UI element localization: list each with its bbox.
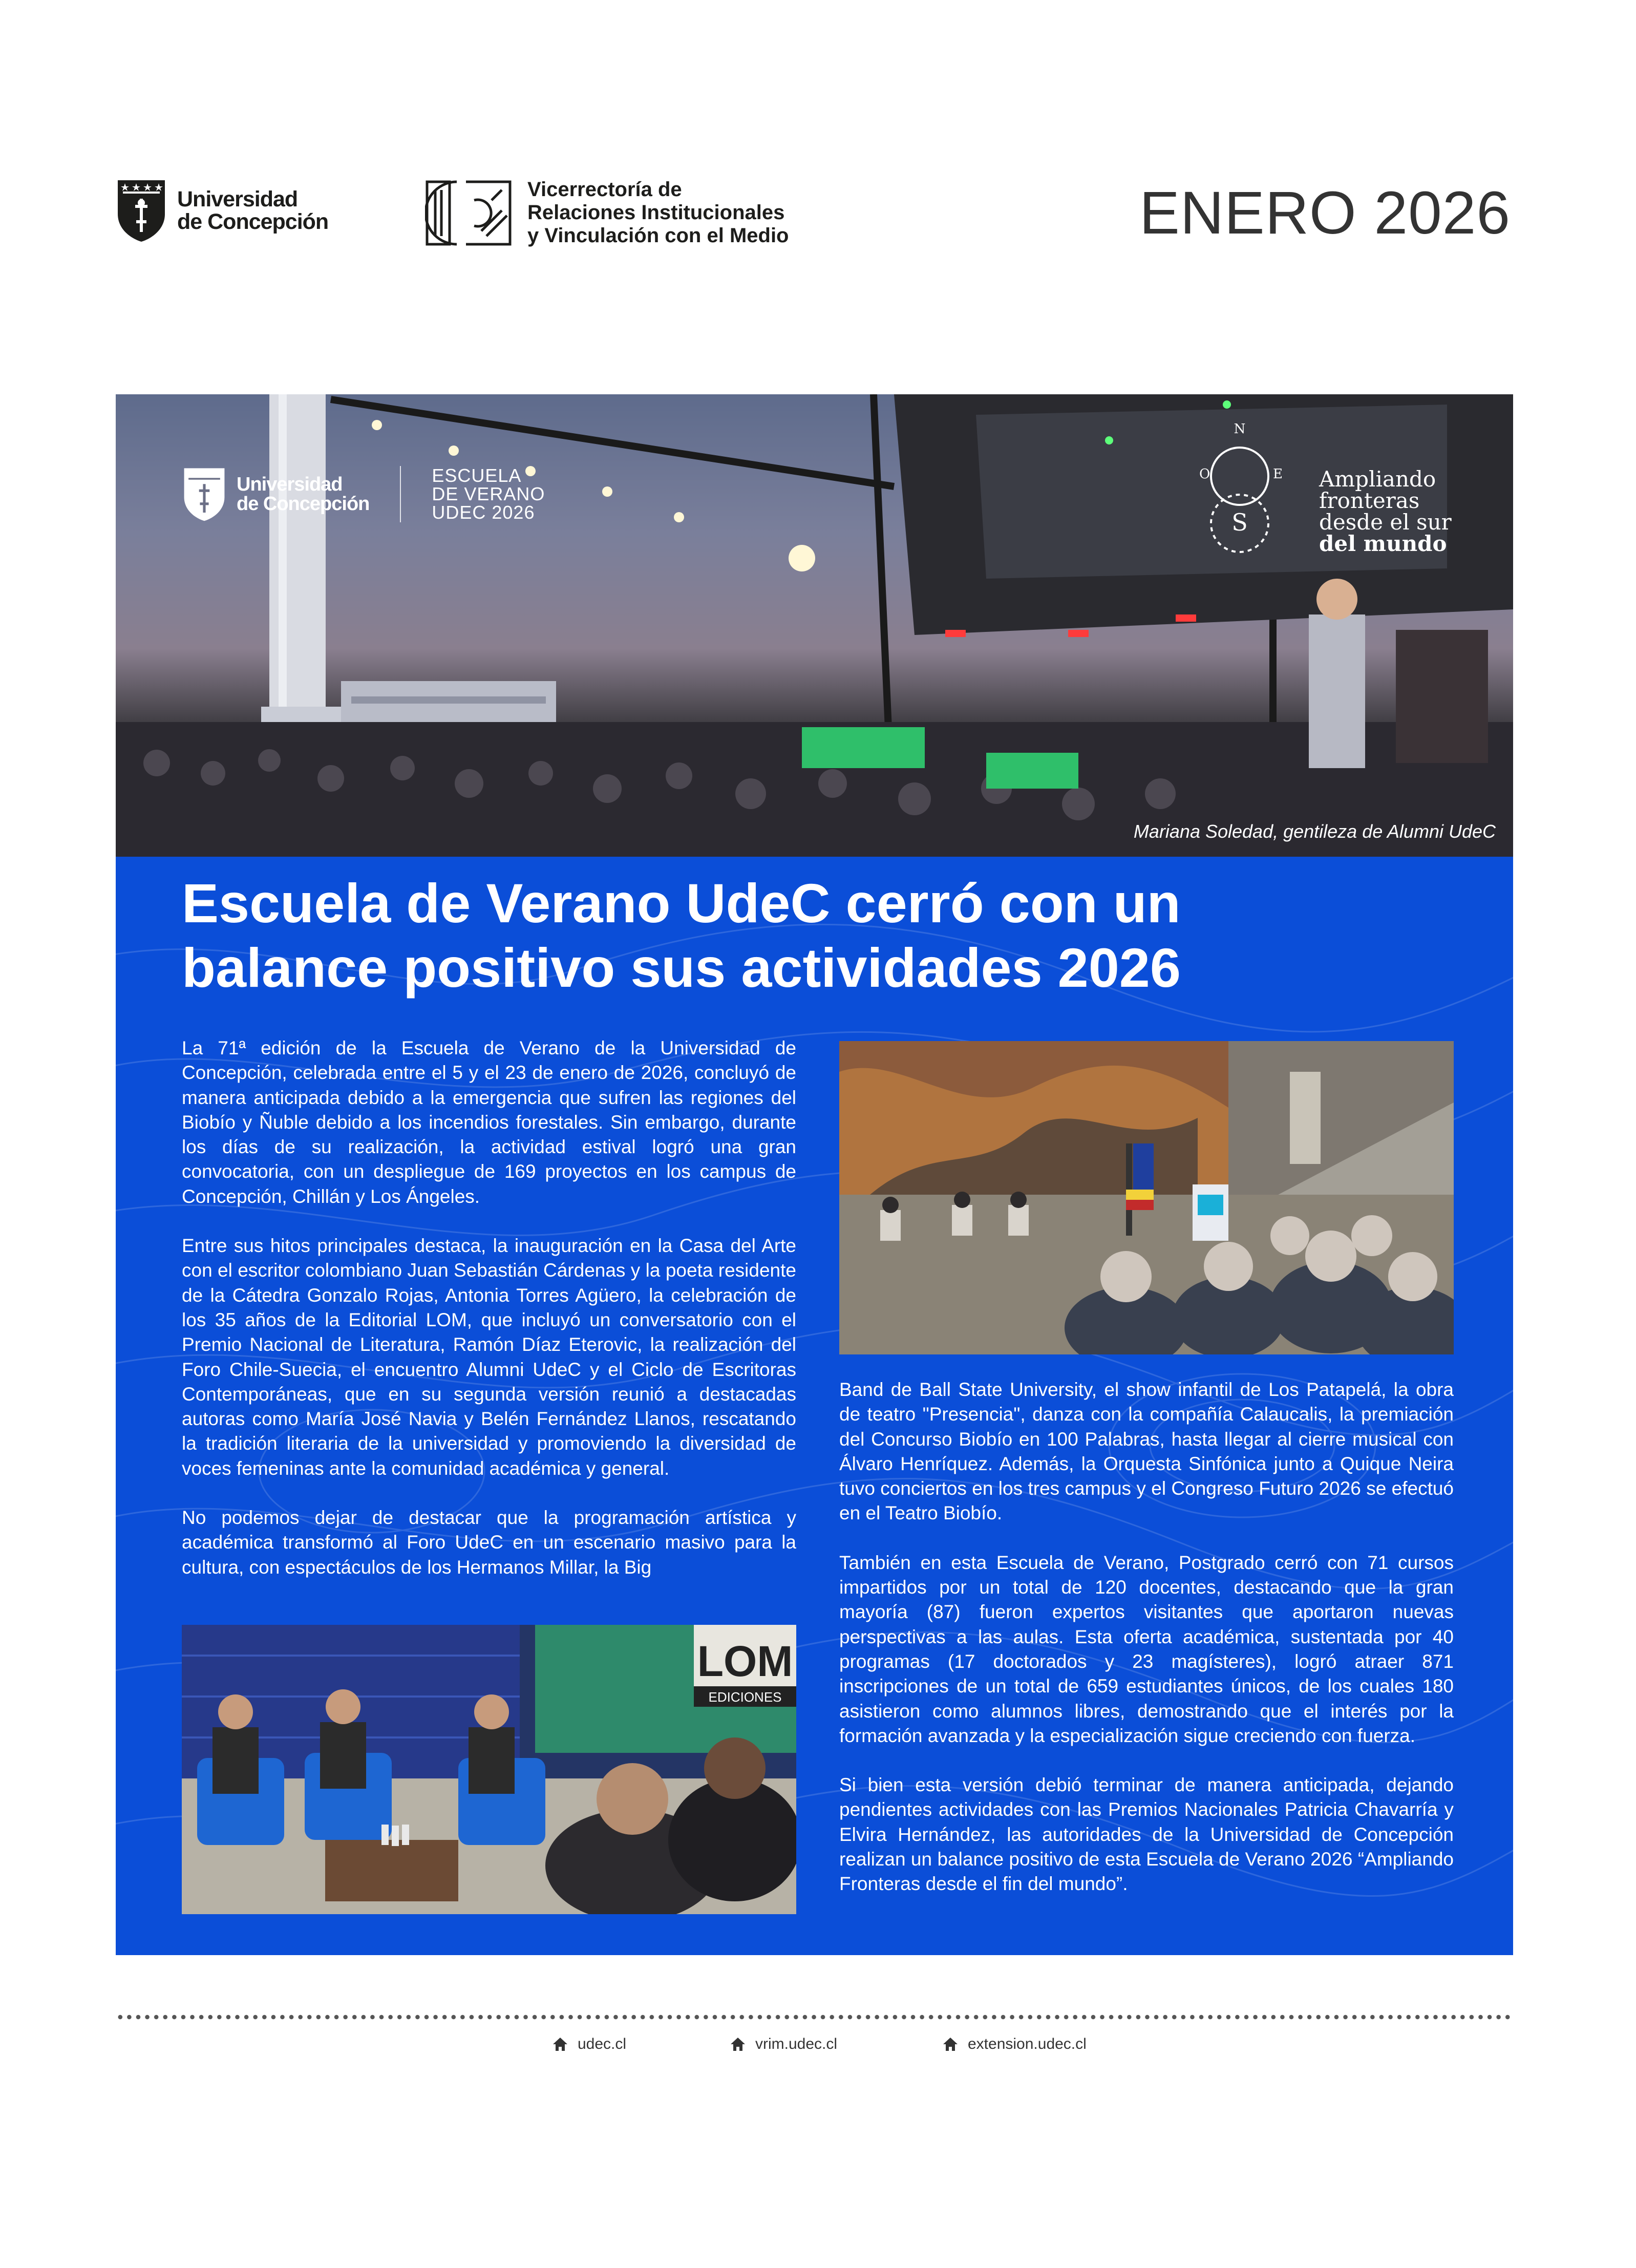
headline-line2: balance positivo sus actividades 2026 [182, 937, 1181, 999]
photo-lom-conversatorio [182, 1625, 796, 1914]
article-headline [182, 871, 1462, 1000]
header-udec-logo [116, 178, 328, 243]
header-vrim-line1: Vicerrectoría de [527, 178, 682, 201]
paragraph-2: Entre sus hitos principales destaca, la inauguración en la Casa del Arte con el escritor colombiano Juan Sebastián Cárdenas y la poeta residente de la Cátedra Gonzalo Rojas, Antonia Torres Agüero, la celebración de los 35 años de la Editorial LOM, que incluyó un conversatorio con el Premio Nacional de Literatura, Ramón Díaz Eterovic, la realización del Foro Chile-Suecia, el encuentro Alumni UdeC y el Ciclo de Escritoras Contemporáneas, que en su segunda versión reunió a destacadas autoras como María José Navia y Belén Fernández Llanos, rescatando la tradición literaria de la universidad y promoviendo la diversidad de voces femeninas ante la comunidad académica y general. [182, 1235, 796, 1479]
header-vrim-line3: y Vinculación con el Medio [527, 224, 789, 247]
lom-conversatorio-image [182, 1625, 796, 1914]
article-column-right [839, 1377, 1454, 1921]
home-icon [942, 2037, 959, 2052]
photo-credit: Mariana Soledad, gentileza de Alumni UdeC [1133, 821, 1496, 842]
issue-date: ENERO 2026 [1139, 179, 1511, 247]
hero-divider [400, 466, 401, 522]
hero-udec-line1: Universidad [237, 474, 343, 495]
footer-link-udec-label: udec.cl [578, 2036, 627, 2052]
compass-south: S [1231, 508, 1248, 536]
footer-link-extension-label: extension.udec.cl [968, 2036, 1087, 2052]
hero-udec-logo [182, 466, 545, 522]
hero-escuela-line2: DE VERANO [432, 483, 545, 504]
hero-photo [116, 394, 1513, 857]
header-vrim-logo [425, 178, 789, 247]
lom-sign-subtext: EDICIONES [708, 1689, 782, 1705]
compass-north: N [1234, 421, 1246, 437]
udec-shield-icon [116, 178, 167, 243]
hero-escuela-line3: UDEC 2026 [432, 502, 535, 523]
photo-mural-hall [839, 1041, 1454, 1354]
hero-escuela-line1: ESCUELA [432, 465, 522, 486]
paragraph-1: La 71ª edición de la Escuela de Verano de la Universidad de Concepción, celebrada entre el 5 y el 23 de enero de 2026, concluyó de manera anticipada debido a la emergencia que sufren las regiones del Biobío y Ñuble debido a los incendios forestales. Sin embargo, durante los días de su realización, la actividad estival logró una gran convocatoria, con un despliegue de 169 proyectos en los campus de Concepción, Chillán y Los Ángeles. [182, 1037, 796, 1207]
hero-udec-line2: de Concepción [237, 493, 370, 515]
vrim-monogram-icon [425, 180, 512, 246]
mural-hall-image [839, 1041, 1454, 1354]
footer-link-vrim[interactable] [730, 2036, 837, 2053]
hero-tagline-line3: desde el sur [1319, 510, 1452, 535]
compass-icon [1196, 421, 1283, 554]
compass-west: O [1199, 467, 1210, 482]
hero-tagline [1319, 469, 1452, 555]
footer-link-extension[interactable] [942, 2036, 1087, 2053]
udec-shield-icon [182, 467, 226, 522]
paragraph-6: Si bien esta versión debió terminar de manera anticipada, dejando pendientes actividades con las Premios Nacionales Patricia Chavarría y Elvira Hernández, las autoridades de la Universidad de Concepción realizan un balance positivo de esta Escuela de Verano 2026 “Ampliando Fronteras desde el fin del mundo”. [839, 1774, 1454, 1895]
header-udec-line2: de Concepción [177, 209, 329, 234]
hero-tagline-line2: fronteras [1319, 488, 1420, 513]
footer-link-vrim-label: vrim.udec.cl [755, 2036, 838, 2052]
compass-east: E [1273, 467, 1283, 482]
hero-tagline-line1: Ampliando [1319, 467, 1436, 492]
paragraph-3: No podemos dejar de destacar que la programación artística y académica transformó al Foro UdeC en un escenario masivo para la cultura, con espectáculos de los Hermanos Millar, la Big [182, 1507, 796, 1578]
concert-scene [116, 394, 1513, 857]
article-panel [116, 857, 1513, 1955]
hero-tagline-line4: del mundo [1319, 531, 1447, 556]
paragraph-4: Band de Ball State University, el show infantil de Los Patapelá, la obra de teatro "Presencia", danza con la compañía Calaucalis, la premiación del Concurso Biobío en 100 Palabras, hasta llegar al cierre musical con Álvaro Henríquez. Además, la Orquesta Sinfónica junto a Quique Neira tuvo conciertos en los tres campus y el Congreso Futuro 2026 se efectuó en el Teatro Biobío. [839, 1379, 1454, 1524]
headline-line1: Escuela de Verano UdeC cerró con un [182, 872, 1181, 934]
footer-link-udec[interactable] [552, 2036, 626, 2053]
footer-dotted-divider [116, 2015, 1513, 2020]
home-icon [552, 2037, 568, 2052]
article-column-left [182, 1036, 796, 1604]
home-icon [730, 2037, 746, 2052]
paragraph-5: También en esta Escuela de Verano, Postgrado cerró con 71 cursos impartidos por un total de 120 docentes, destacando que la gran mayoría (87) fueron expertos visitantes que aportaron nuevas perspectivas a las aulas. Esta oferta académica, sustentada por 40 programas (17 doctorados y 23 magísteres), logró atraer 871 inscripciones de un total de 659 estudiantes únicos, de los cuales 180 asistieron como alumnos libres, demostrando que el interés por la formación avanzada y la especialización sigue creciendo con fuerza. [839, 1552, 1454, 1746]
header-vrim-line2: Relaciones Institucionales [527, 201, 785, 224]
lom-sign-text: LOM [697, 1637, 793, 1685]
header-udec-line1: Universidad [177, 187, 298, 211]
